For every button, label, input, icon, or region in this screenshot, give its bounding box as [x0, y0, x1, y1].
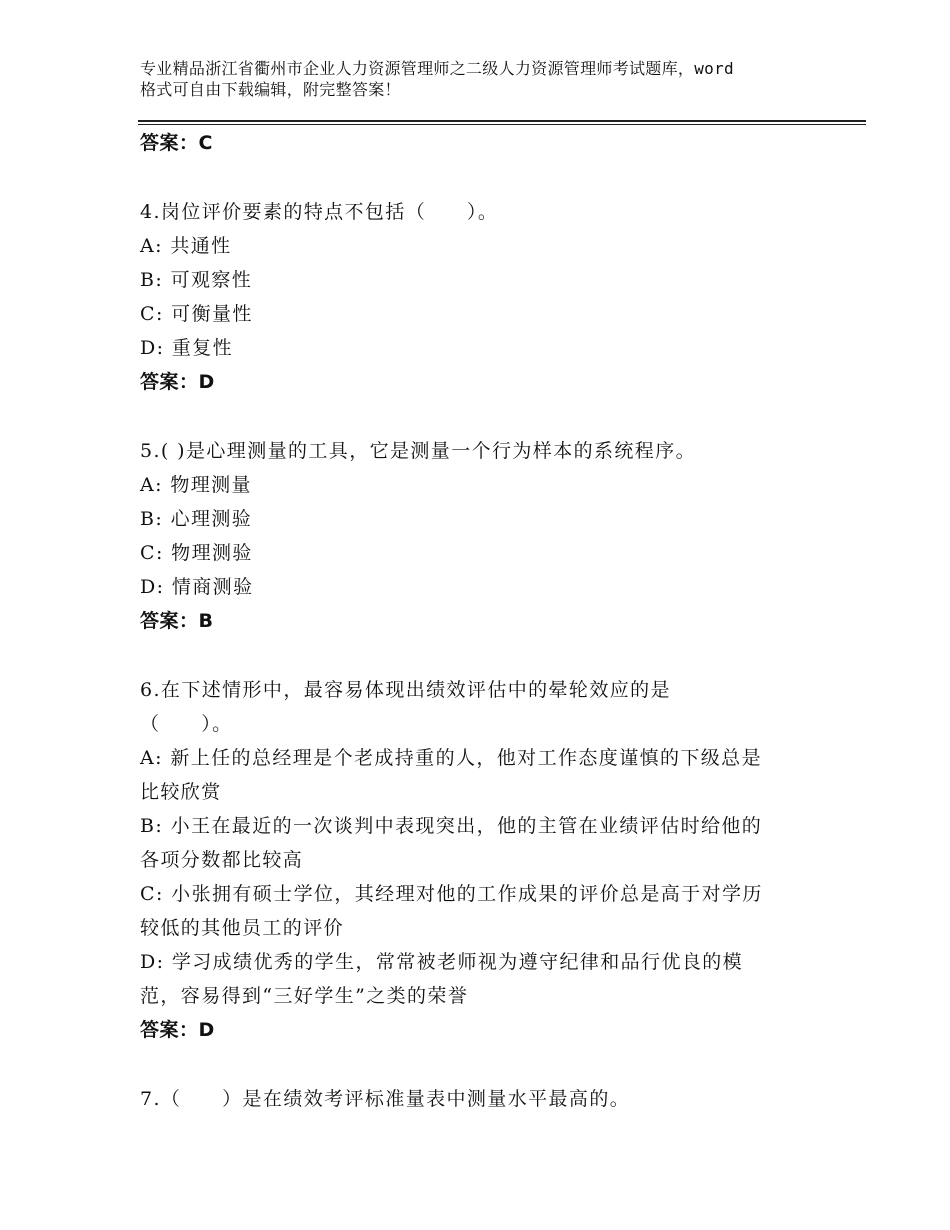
question-4-option-c: C: 可衡量性 [140, 303, 253, 325]
header-line-2: 格式可自由下载编辑，附完整答案！ [140, 80, 401, 99]
question-4-option-b: B: 可观察性 [140, 269, 253, 291]
question-6-answer: 答案：D [140, 1019, 215, 1041]
header-divider-thick [138, 120, 866, 122]
question-6-option-c-line-1: C: 小张拥有硕士学位，其经理对他的工作成果的评价总是高于对学历 [140, 883, 763, 905]
question-5-stem: 5.( )是心理测量的工具，它是测量一个行为样本的系统程序。 [140, 440, 696, 462]
question-6-stem-line-2: （ ）。 [140, 713, 233, 735]
question-6-option-c-line-2: 较低的其他员工的评价 [140, 917, 345, 939]
header-divider-thin [138, 124, 866, 125]
question-4-option-d: D: 重复性 [140, 337, 234, 359]
question-5-option-d: D: 情商测验 [140, 576, 254, 598]
question-5-option-b: B: 心理测验 [140, 508, 253, 530]
question-6-option-d-line-2: 范，容易得到“三好学生”之类的荣誉 [140, 985, 469, 1007]
question-6-option-b-line-2: 各项分数都比较高 [140, 849, 304, 871]
question-6-option-d-line-1: D: 学习成绩优秀的学生，常常被老师视为遵守纪律和品行优良的模 [140, 951, 744, 973]
question-6-option-a-line-2: 比较欣赏 [140, 781, 222, 803]
question-5-option-a: A: 物理测量 [140, 474, 252, 496]
question-6-option-b-line-1: B: 小王在最近的一次谈判中表现突出，他的主管在业绩评估时给他的 [140, 815, 763, 837]
header-line-1: 专业精品浙江省衢州市企业人力资源管理师之二级人力资源管理师考试题库，word [140, 59, 734, 78]
answer-q3: 答案：C [140, 132, 213, 154]
question-4-option-a: A: 共通性 [140, 235, 232, 257]
question-6-option-a-line-1: A: 新上任的总经理是个老成持重的人，他对工作态度谨慎的下级总是 [140, 747, 762, 769]
question-4-answer: 答案：D [140, 371, 215, 393]
question-4-stem: 4.岗位评价要素的特点不包括（ ）。 [140, 201, 499, 223]
question-7-stem: 7.（ ）是在绩效考评标准量表中测量水平最高的。 [140, 1088, 631, 1110]
question-5-option-c: C: 物理测验 [140, 542, 253, 564]
question-5-answer: 答案：B [140, 610, 214, 632]
question-6-stem-line-1: 6.在下述情形中，最容易体现出绩效评估中的晕轮效应的是 [140, 679, 671, 701]
document-header [140, 58, 830, 100]
